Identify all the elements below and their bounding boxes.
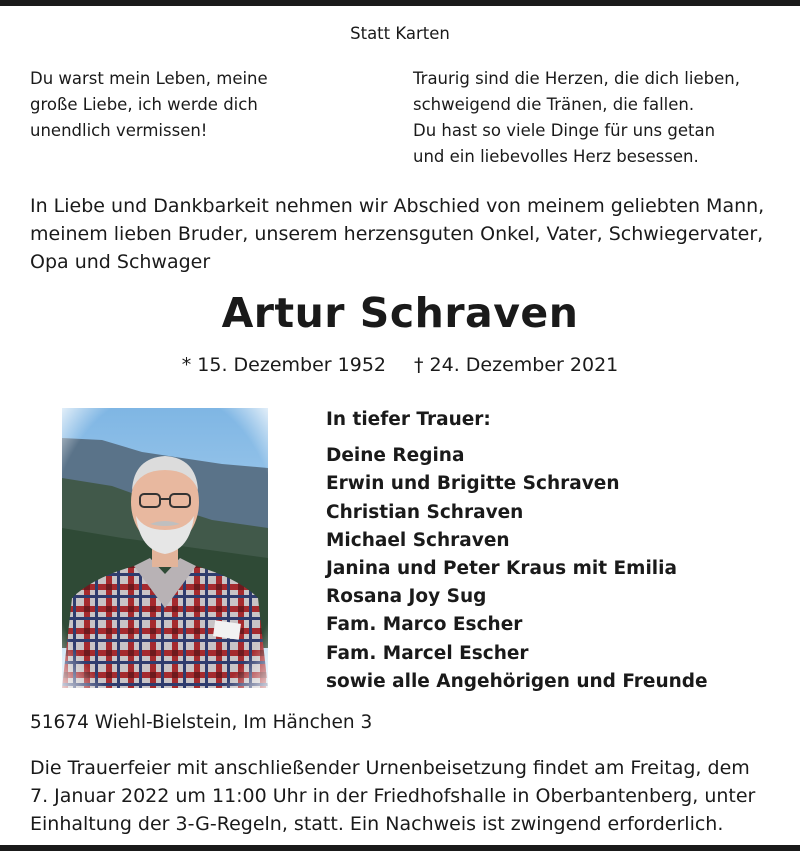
mourners-list [326, 406, 708, 696]
intro-line: meinem lieben Bruder, unserem herzensguten Onkel, Vater, Schwiegervater, [30, 223, 764, 245]
poem-right-line: und ein liebevolles Herz besessen. [413, 147, 699, 166]
deceased-name: Artur Schraven [221, 289, 579, 337]
birth-date: * 15. Dezember 1952 [181, 354, 386, 376]
header-text: Statt Karten [350, 24, 450, 43]
poem-right-line: Traurig sind die Herzen, die dich lieben, [413, 69, 740, 88]
mourner-name: Fam. Marco Escher [326, 614, 523, 636]
poem-right-line: schweigend die Tränen, die fallen. [413, 95, 695, 114]
poem-left-line: große Liebe, ich werde dich [30, 95, 258, 114]
mourner-name: Christian Schraven [326, 501, 524, 523]
poem-left-line: Du warst mein Leben, meine [30, 69, 268, 88]
mourner-name: Erwin und Brigitte Schraven [326, 473, 620, 495]
address: 51674 Wiehl-Bielstein, Im Hänchen 3 [30, 712, 373, 733]
intro-line: Opa und Schwager [30, 251, 211, 273]
ceremony-line: 7. Januar 2022 um 11:00 Uhr in der Friedhofshalle in Oberbantenberg, unter [30, 785, 756, 807]
intro-text [30, 192, 775, 276]
poem-left-line: unendlich vermissen! [30, 121, 208, 140]
mourners-title: In tiefer Trauer: [326, 409, 491, 430]
mourner-name: Michael Schraven [326, 529, 510, 551]
life-dates [0, 354, 800, 376]
poem-left [30, 66, 268, 144]
poem-right-line: Du hast so viele Dinge für uns getan [413, 121, 716, 140]
ceremony-info [30, 754, 780, 838]
mourner-name: Rosana Joy Sug [326, 586, 487, 608]
intro-line: In Liebe und Dankbarkeit nehmen wir Abschied von meinem geliebten Mann, [30, 195, 765, 217]
mourner-name: Janina und Peter Kraus mit Emilia [326, 558, 677, 580]
poem-right [413, 66, 740, 170]
death-date: † 24. Dezember 2021 [414, 354, 619, 376]
mourner-name: sowie alle Angehörigen und Freunde [326, 670, 708, 692]
mourner-name: Deine Regina [326, 445, 465, 467]
portrait-photo [62, 408, 268, 688]
ceremony-line: Einhaltung der 3-G-Regeln, statt. Ein Nachweis ist zwingend erforderlich. [30, 813, 724, 835]
ceremony-line: Die Trauerfeier mit anschließender Urnenbeisetzung findet am Freitag, dem [30, 757, 750, 779]
mourner-name: Fam. Marcel Escher [326, 642, 529, 664]
